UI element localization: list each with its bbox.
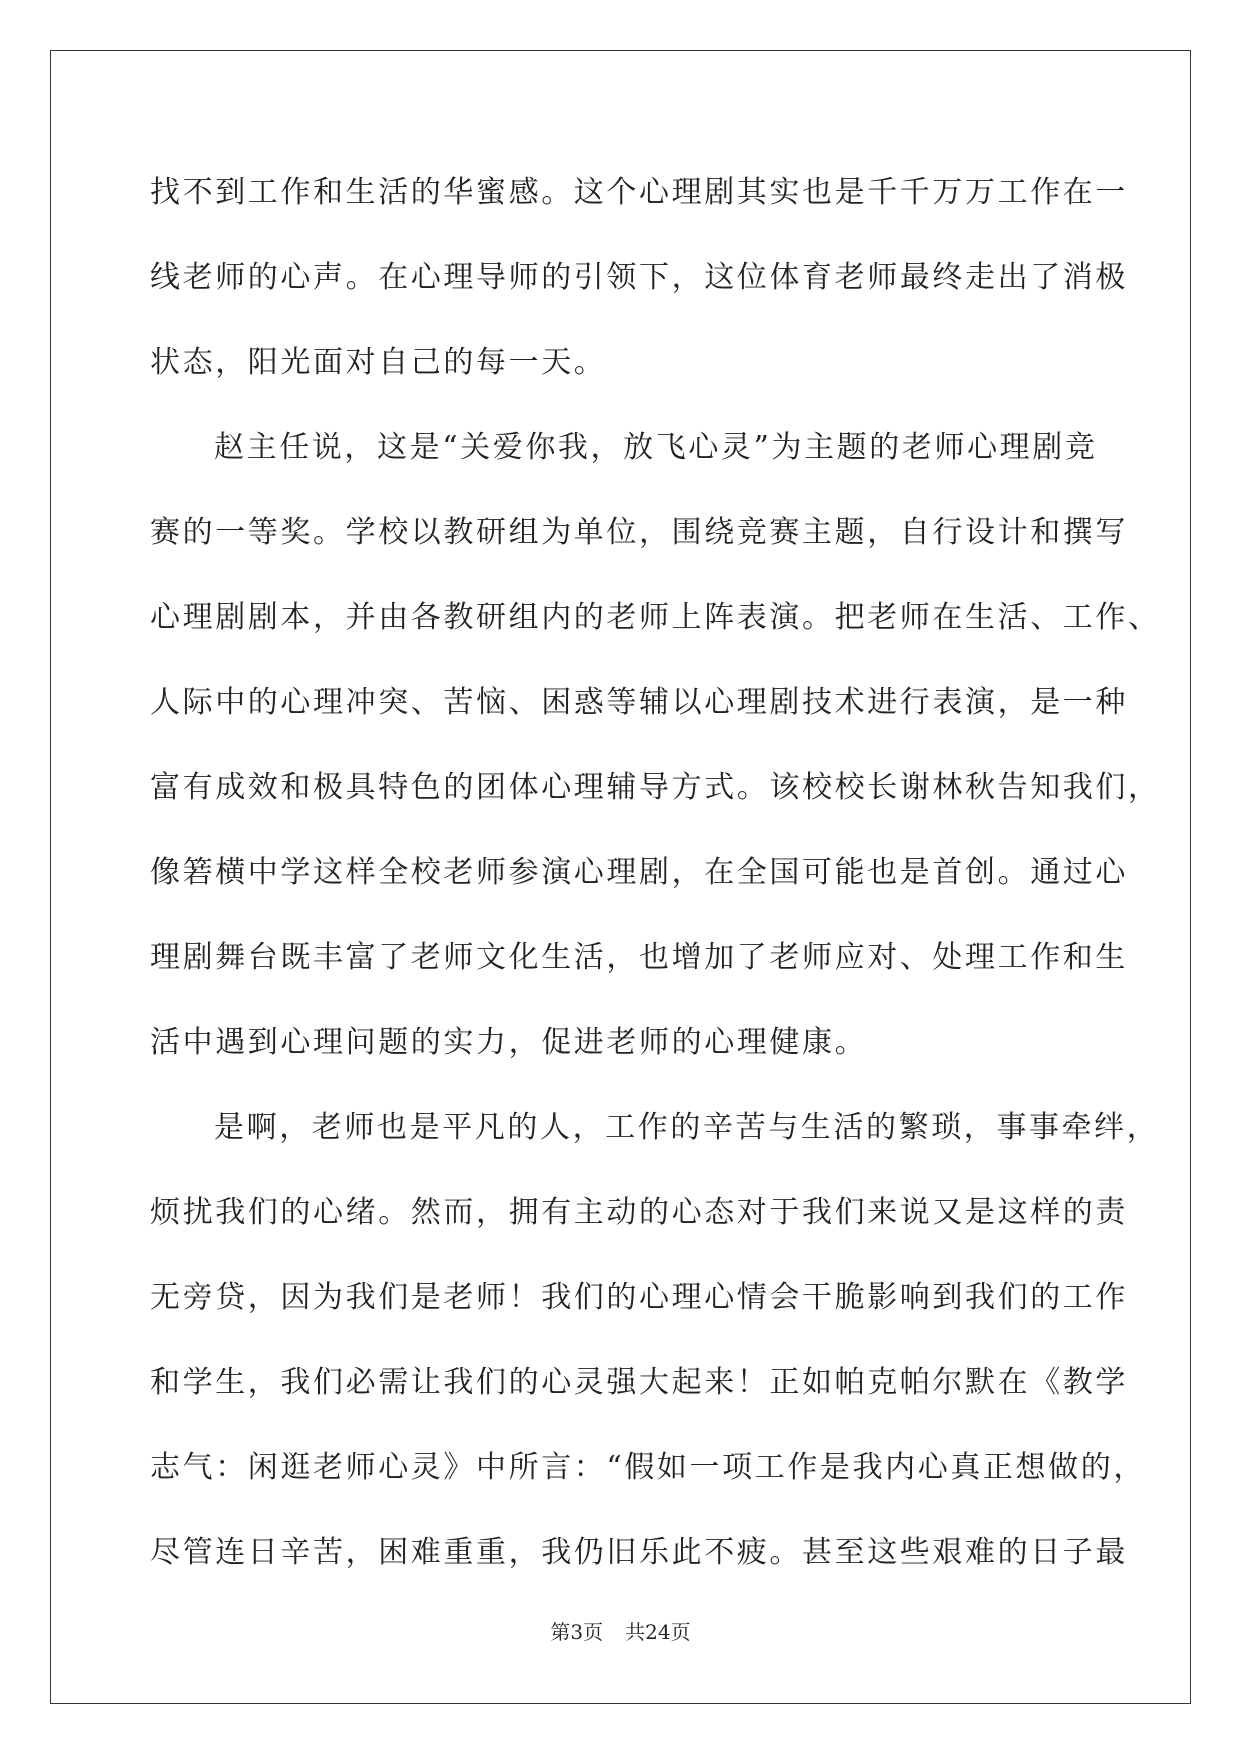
text-line: 和学生，我们必需让我们的心灵强大起来！正如帕克帕尔默在《教学 xyxy=(150,1365,1128,1400)
text-line: 烦扰我们的心绪。然而，拥有主动的心态对于我们来说又是这样的责 xyxy=(150,1195,1128,1230)
text-line: 赛的一等奖。学校以教研组为单位，围绕竞赛主题，自行设计和撰写 xyxy=(150,515,1128,550)
text-line: 找不到工作和生活的华蜜感。这个心理剧其实也是千千万万工作在一 xyxy=(150,175,1128,210)
text-line: 富有成效和极具特色的团体心理辅导方式。该校校长谢林秋告知我们， xyxy=(150,770,1161,805)
document-body xyxy=(150,150,1161,1595)
page-total: 共24页 xyxy=(625,1620,691,1644)
text-line: 像箬横中学这样全校老师参演心理剧，在全国可能也是首创。通过心 xyxy=(150,855,1128,890)
text-line: 尽管连日辛苦，困难重重，我仍旧乐此不疲。甚至这些艰难的日子最 xyxy=(150,1535,1128,1570)
text-line: 志气：闲逛老师心灵》中所言：“假如一项工作是我内心真正想做的， xyxy=(150,1450,1146,1485)
text-line: 心理剧剧本，并由各教研组内的老师上阵表演。把老师在生活、工作、 xyxy=(150,600,1161,635)
page-number: 第3页 xyxy=(550,1620,604,1644)
text-line: 线老师的心声。在心理导师的引领下，这位体育老师最终走出了消极 xyxy=(150,260,1128,295)
text-line: 状态，阳光面对自己的每一天。 xyxy=(150,345,607,380)
text-line: 活中遇到心理问题的实力，促进老师的心理健康。 xyxy=(150,1025,868,1060)
text-line: 理剧舞台既丰富了老师文化生活，也增加了老师应对、处理工作和生 xyxy=(150,940,1128,975)
page-footer xyxy=(0,1618,1241,1646)
paragraph-first-line: 赵主任说，这是“关爱你我，放飞心灵”为主题的老师心理剧竞 xyxy=(214,430,1098,465)
text-line: 人际中的心理冲突、苦恼、困惑等辅以心理剧技术进行表演，是一种 xyxy=(150,685,1128,720)
text-line: 无旁贷，因为我们是老师！我们的心理心情会干脆影响到我们的工作 xyxy=(150,1280,1128,1315)
paragraph-first-line: 是啊，老师也是平凡的人，工作的辛苦与生活的繁琐，事事牵绊， xyxy=(214,1110,1160,1145)
